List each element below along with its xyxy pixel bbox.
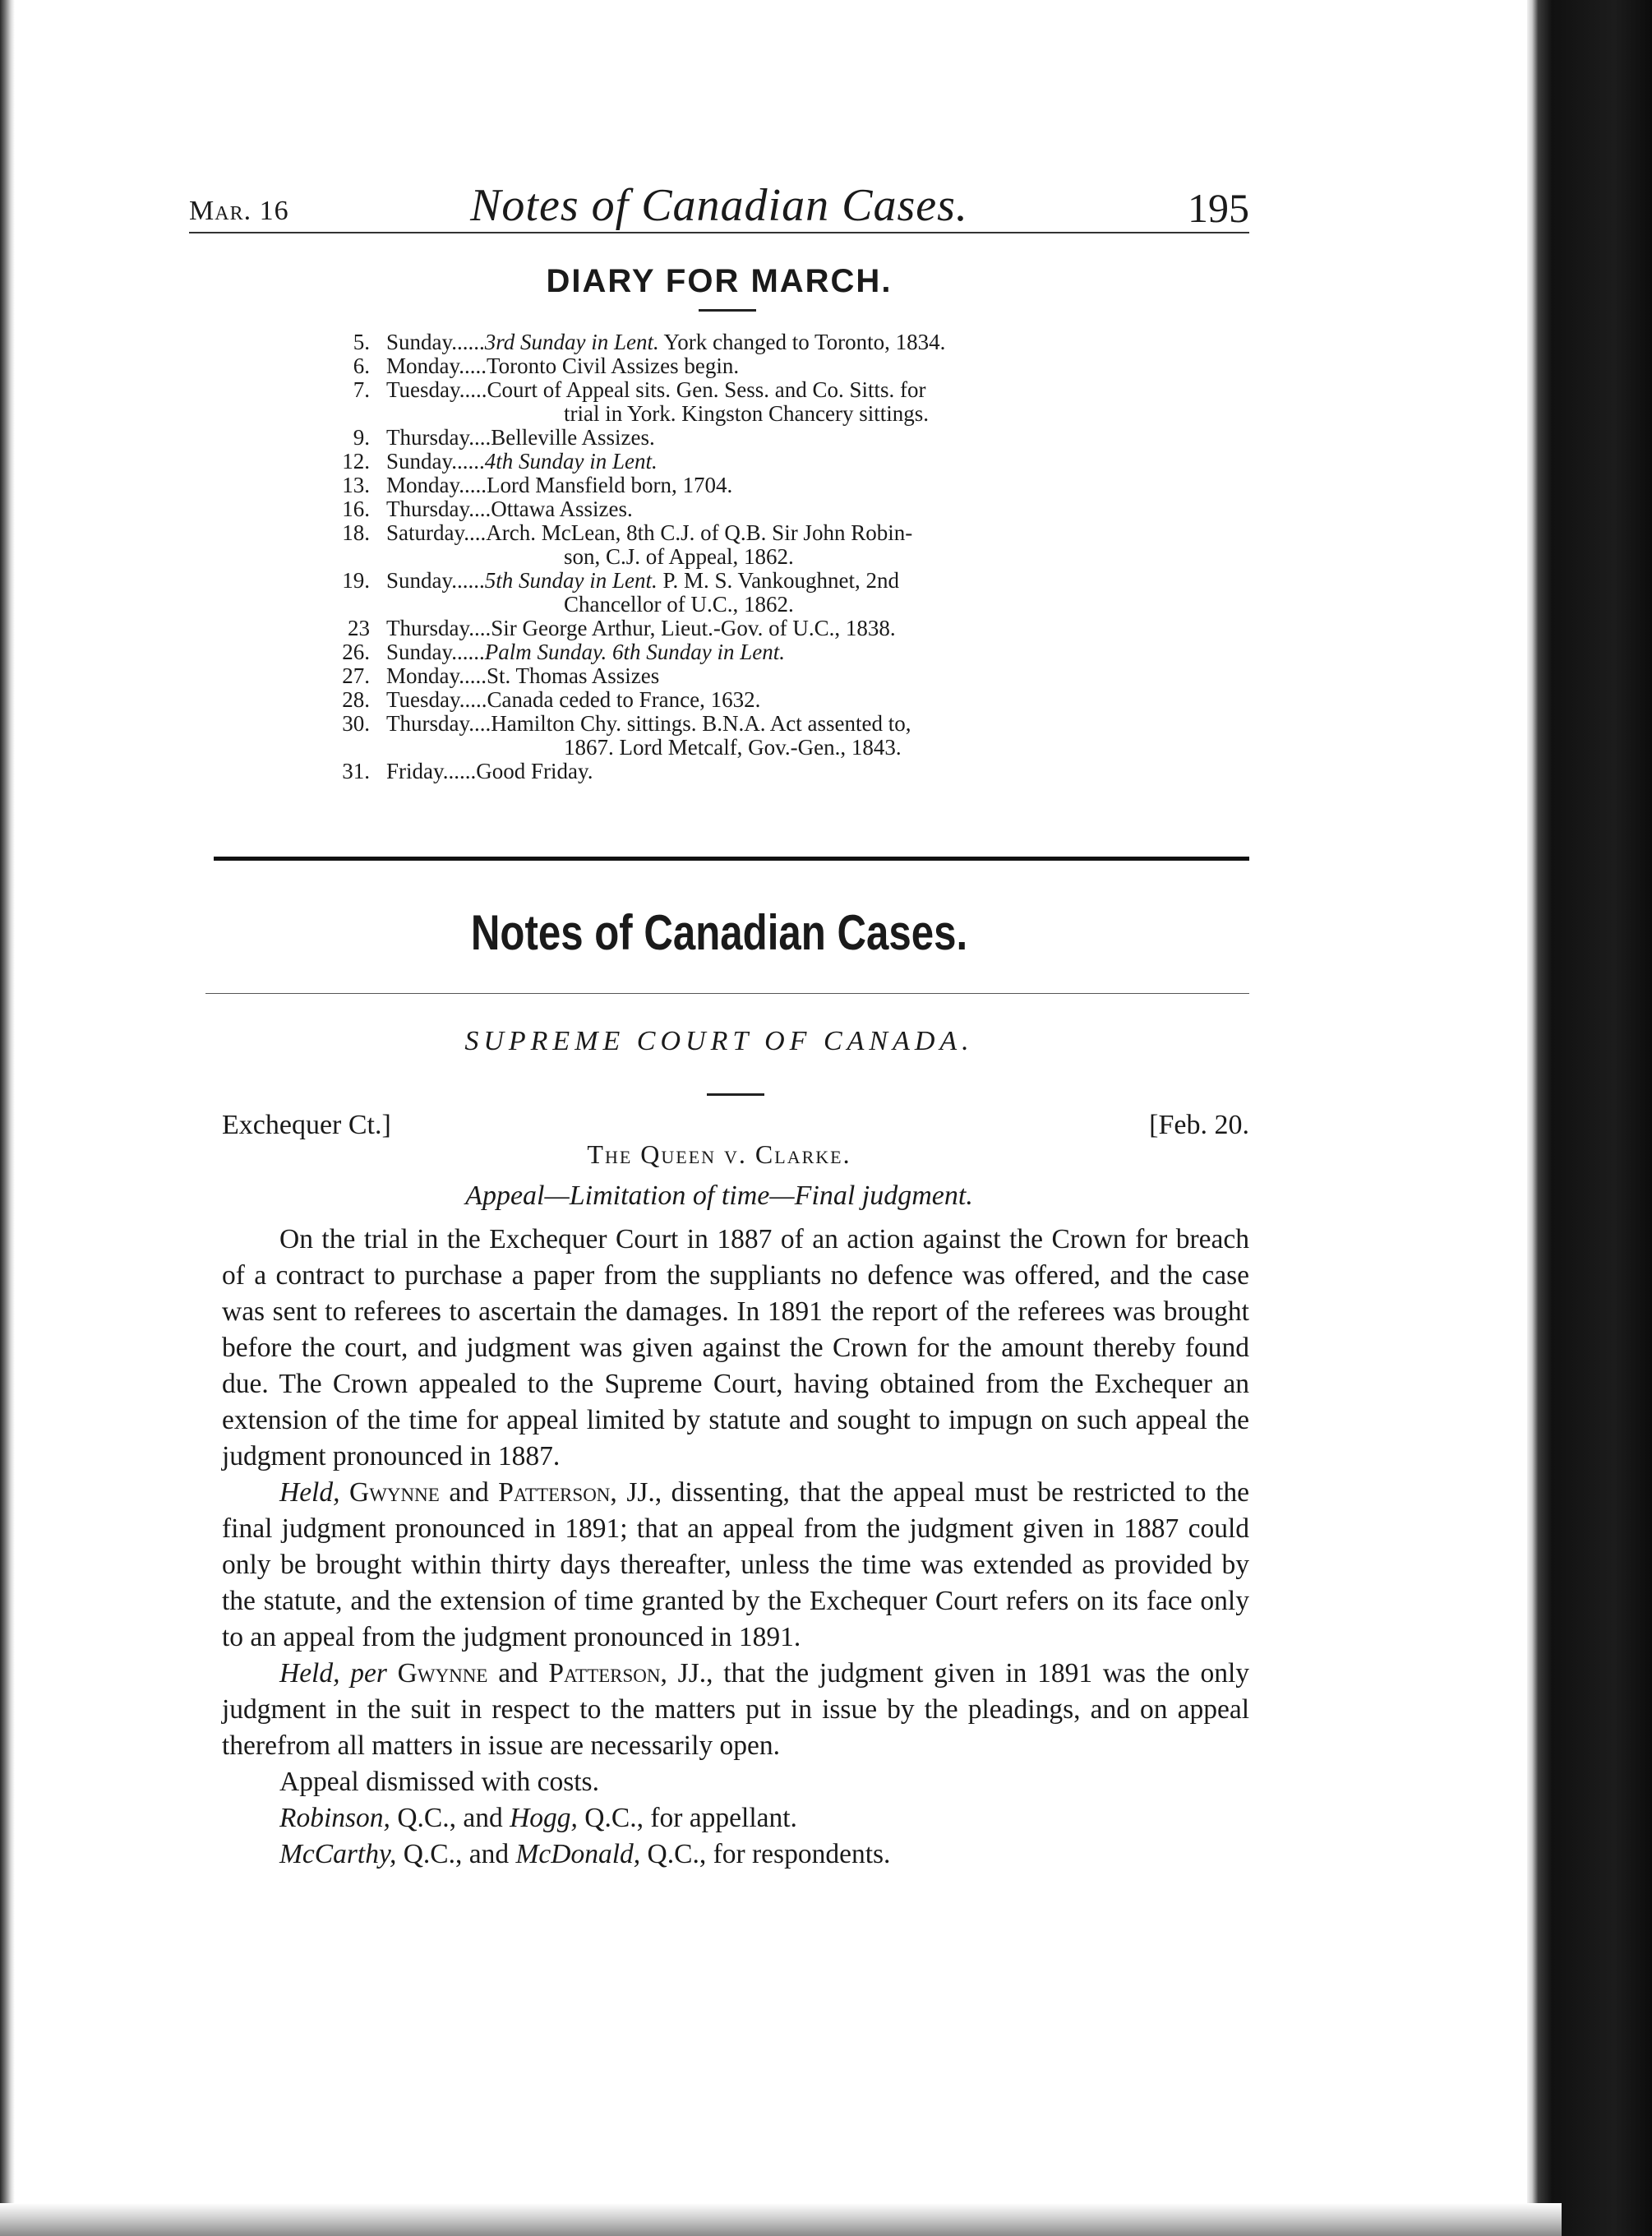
case-topic: Appeal—Limitation of time—Final judgment.	[465, 1180, 973, 1211]
diary-entry	[189, 617, 1249, 640]
running-head	[189, 173, 1249, 230]
diary-entry	[189, 497, 1249, 521]
diary-entry	[189, 474, 1249, 497]
diary-entry-day: Sunday......	[386, 449, 485, 474]
diary-entry-day: Friday......	[386, 759, 477, 783]
paragraph-text: , JJ., dissenting, that the appeal must be restricted to the final judgment pronounced in 1891; that an appeal from the judgment given in 1887 could only be brought within thirty days thereafter, unless the time was extended as provided by the statute, and the extension of time granted by the Exchequer Court refers on its face only to an appeal from the judgment pronounced in 1891.	[222, 1477, 1249, 1652]
diary-entry-day: Thursday....	[386, 711, 491, 736]
diary-entry-number: 31.	[342, 759, 370, 783]
judge-name: Gwynne	[397, 1658, 488, 1689]
diary-entry-text	[386, 617, 1249, 640]
paragraph-text: and	[439, 1477, 499, 1508]
diary-entry-event: Hamilton Chy. sittings. B.N.A. Act assented to,	[491, 711, 911, 736]
diary-entry-number: 13.	[342, 473, 370, 497]
diary-entry-continuation: son, C.J. of Appeal, 1862.	[564, 544, 794, 569]
diary-entry-number: 9.	[353, 425, 370, 450]
diary-entry-event: Palm Sunday. 6th Sunday in Lent.	[484, 640, 785, 664]
scan-edge-left	[0, 0, 15, 2236]
diary-end-rule	[214, 857, 1249, 861]
case-court: Exchequer Ct.]	[222, 1110, 391, 1140]
diary-entry-text	[386, 497, 1249, 521]
diary-entry-text	[386, 426, 1249, 450]
diary-entry-number: 28.	[342, 687, 370, 712]
diary-entry	[189, 664, 1249, 688]
diary-entry-event: Toronto Civil Assizes begin.	[487, 353, 740, 378]
diary-entry	[189, 760, 1249, 783]
diary-entry-text	[386, 640, 1249, 664]
italic-text: Hogg,	[510, 1803, 578, 1833]
diary-entry-event: Canada ceded to France, 1632.	[487, 687, 761, 712]
diary-entry	[189, 569, 1249, 617]
diary-entry-day: Thursday....	[386, 616, 491, 640]
diary-entry-event: Belleville Assizes.	[491, 425, 655, 450]
diary-entry-text	[386, 688, 1249, 712]
diary-entry-number: 5.	[353, 330, 370, 354]
diary-entry-number: 23	[348, 616, 370, 640]
paragraph-text: Q.C., for appellant.	[577, 1803, 797, 1833]
paragraph-text: , JJ., that the judgment given in 1891 was the only judgment in the suit in respect to the matters put in issue by the pleadings, and on appeal therefrom all matters in issue are necessarily open.	[222, 1658, 1250, 1761]
scan-edge-right	[1527, 0, 1652, 2236]
diary-entry-text	[386, 521, 1249, 545]
diary-title-rule	[699, 309, 756, 312]
diary-entry-event: Sir George Arthur, Lieut.-Gov. of U.C., 1838.	[491, 616, 896, 640]
diary-entry-text	[386, 354, 1249, 378]
diary-entry-text	[386, 760, 1249, 783]
diary-entry-event: Court of Appeal sits. Gen. Sess. and Co. Sitts. for	[487, 377, 926, 402]
case-title: The Queen v. Clarke.	[587, 1139, 851, 1169]
case-paragraph	[222, 1475, 1249, 1656]
case-paragraph	[222, 1764, 1249, 1800]
diary-entry-number: 27.	[342, 663, 370, 688]
case-paragraph	[222, 1836, 1249, 1873]
judge-name: Gwynne	[349, 1477, 440, 1508]
diary-entry-event: Ottawa Assizes.	[491, 497, 633, 521]
running-head-title: Notes of Canadian Cases.	[470, 180, 968, 231]
diary-entry-text	[386, 378, 1249, 402]
italic-text: McDonald,	[515, 1839, 641, 1869]
diary-entry-event: 5th Sunday in Lent.	[484, 568, 658, 593]
italic-text: McCarthy,	[279, 1839, 397, 1869]
italic-text: Held, per	[279, 1658, 387, 1689]
diary-entry-event: P. M. S. Vankoughnet, 2nd	[657, 568, 900, 593]
diary-entry-event: York changed to Toronto, 1834.	[658, 330, 946, 354]
diary-entry	[189, 640, 1249, 664]
diary-entry-event: Lord Mansfield born, 1704.	[487, 473, 733, 497]
diary-entry	[189, 688, 1249, 712]
diary-entry-day: Tuesday.....	[386, 377, 487, 402]
diary-entry-text	[386, 474, 1249, 497]
section-rule	[205, 993, 1249, 994]
diary-entry-number: 26.	[342, 640, 370, 664]
diary-entry-text	[386, 569, 1249, 593]
header-rule	[189, 232, 1249, 233]
diary-entry-event: 3rd Sunday in Lent.	[484, 330, 659, 354]
diary-entry-number: 12.	[342, 449, 370, 474]
diary-entry-event: Good Friday.	[476, 759, 593, 783]
diary-entry	[189, 330, 1249, 354]
section-heading: Notes of Canadian Cases.	[470, 905, 968, 960]
paragraph-text: Q.C., and	[390, 1803, 510, 1833]
diary-entry-text	[386, 450, 1249, 474]
paragraph-text: and	[487, 1658, 549, 1689]
diary-entry-day: Monday.....	[386, 663, 487, 688]
case-paragraph	[222, 1656, 1249, 1764]
diary-entry-text	[386, 712, 1249, 736]
diary-entry-number: 6.	[353, 353, 370, 378]
court-heading-rule	[707, 1093, 764, 1096]
diary-entry-day: Thursday....	[386, 497, 491, 521]
diary-entry-day: Monday.....	[386, 473, 487, 497]
page	[189, 148, 1249, 2162]
diary-entry-text	[386, 330, 1249, 354]
diary-entry-number: 18.	[342, 520, 370, 545]
diary-entry-text	[386, 664, 1249, 688]
judge-name: Patterson	[548, 1658, 661, 1689]
diary-entry-day: Sunday......	[386, 640, 485, 664]
diary-entry-day: Sunday......	[386, 568, 485, 593]
diary-entry	[189, 712, 1249, 760]
diary-entry-event: Arch. McLean, 8th C.J. of Q.B. Sir John Robin-	[486, 520, 913, 545]
italic-text: Held,	[279, 1477, 340, 1508]
diary-entry	[189, 426, 1249, 450]
diary-entry-event: 4th Sunday in Lent.	[484, 449, 658, 474]
case-date: [Feb. 20.	[1149, 1110, 1249, 1140]
paragraph-text: Q.C., and	[396, 1839, 516, 1869]
diary-entry-continuation: trial in York. Kingston Chancery sittings.	[564, 401, 929, 426]
diary-entry-continuation: 1867. Lord Metcalf, Gov.-Gen., 1843.	[564, 735, 902, 760]
diary-title: DIARY FOR MARCH.	[546, 263, 893, 299]
paragraph-text: Appeal dismissed with costs.	[279, 1767, 599, 1797]
scan-edge-bottom	[0, 2203, 1562, 2236]
diary-entry	[189, 450, 1249, 474]
italic-text: Robinson,	[279, 1803, 390, 1833]
diary-entry-day: Sunday......	[386, 330, 485, 354]
diary-list	[189, 330, 1249, 783]
diary-entry-event: St. Thomas Assizes	[487, 663, 660, 688]
diary-entry-day: Tuesday.....	[386, 687, 487, 712]
case-body	[222, 1222, 1249, 1873]
diary-entry	[189, 521, 1249, 569]
running-head-date: Mar. 16	[189, 196, 289, 226]
diary-entry	[189, 354, 1249, 378]
case-paragraph	[222, 1222, 1249, 1475]
case-paragraph	[222, 1800, 1249, 1836]
paragraph-text	[340, 1477, 350, 1508]
diary-entry-number: 7.	[353, 377, 370, 402]
diary-entry-number: 30.	[342, 711, 370, 736]
diary-entry-day: Saturday....	[386, 520, 487, 545]
diary-entry-number: 19.	[342, 568, 370, 593]
page-number: 195	[1188, 185, 1249, 231]
diary-entry-continuation: Chancellor of U.C., 1862.	[564, 592, 794, 617]
paragraph-text: Q.C., for respondents.	[640, 1839, 891, 1869]
diary-entry	[189, 378, 1249, 426]
judge-name: Patterson	[498, 1477, 611, 1508]
diary-entry-day: Thursday....	[386, 425, 491, 450]
paragraph-text: On the trial in the Exchequer Court in 1887 of an action against the Crown for breach of a contract to purchase a paper from the suppliants no defence was offered, and the case was sent to referees to ascertain the damages. In 1891 the report of the referees was brought before the court, and judgment was given against the Crown for the amount thereby found due. The Crown appealed to the Supreme Court, having obtained from the Exchequer an extension of the time for appeal limited by statute and sought to impugn on such appeal the judgment pronounced in 1887.	[222, 1224, 1249, 1471]
court-heading: SUPREME COURT OF CANADA.	[464, 1026, 974, 1056]
diary-entry-day: Monday.....	[386, 353, 487, 378]
paragraph-text	[387, 1658, 398, 1689]
diary-entry-number: 16.	[342, 497, 370, 521]
